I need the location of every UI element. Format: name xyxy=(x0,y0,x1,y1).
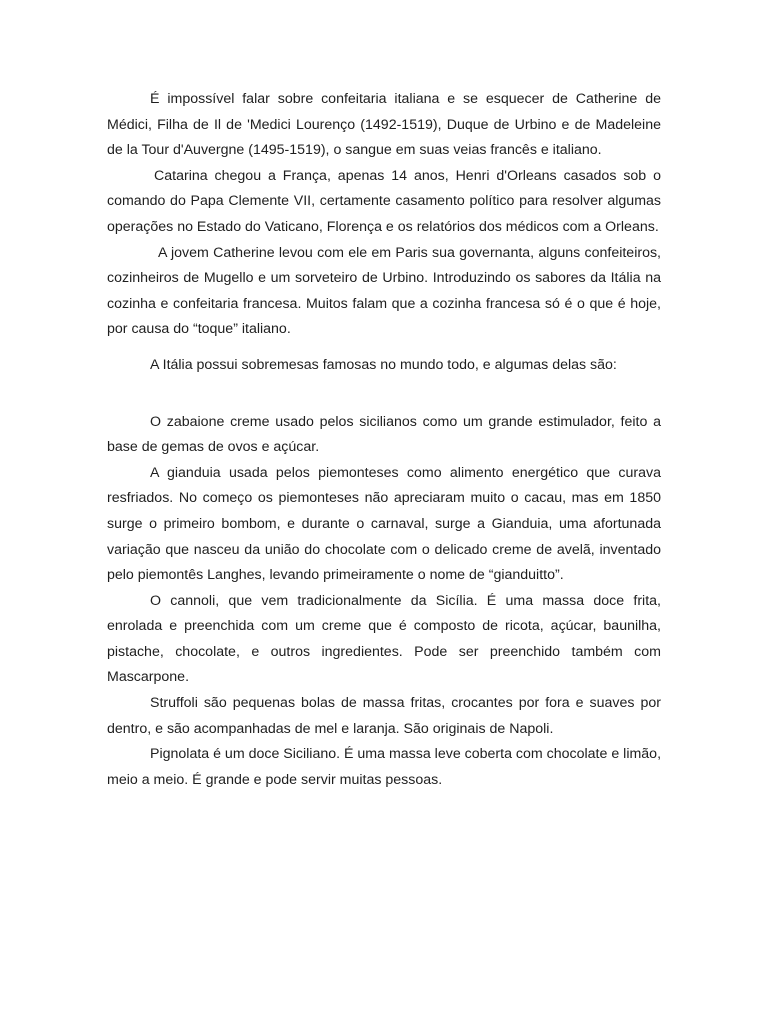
paragraph-catherine-intro: É impossível falar sobre confeitaria italiana e se esquecer de Catherine de Médici, Filha de Il de 'Medici Lourenço (1492-1519), Duque de Urbino e de Madeleine de la Tour d'Auvergne (1495-1519), o sangue em suas veias francês e italiano. xyxy=(107,91,661,159)
document-body xyxy=(107,87,661,793)
paragraph-zabaione: O zabaione creme usado pelos sicilianos como um grande estimulador, feito a base de gemas de ovos e açúcar. xyxy=(107,413,661,456)
paragraph-cannoli: O cannoli, que vem tradicionalmente da Sicília. É uma massa doce frita, enrolada e preenchida com um creme que é composto de ricota, açúcar, baunilha, pistache, chocolate, e outros ingredientes. Pode ser preenchido também com Mascarpone. xyxy=(107,592,661,686)
paragraph-struffoli: Struffoli são pequenas bolas de massa fritas, crocantes por fora e suaves por dentro, e são acompanhadas de mel e laranja. São originais de Napoli. xyxy=(107,695,661,737)
paragraph-pignolata: Pignolata é um doce Siciliano. É uma massa leve coberta com chocolate e limão, meio a meio. É grande e pode servir muitas pessoas. xyxy=(107,746,662,788)
paragraph-jovem-catherine: A jovem Catherine levou com ele em Paris sua governanta, alguns confeiteiros, cozinheiros de Mugello e um sorveteiro de Urbino. Introduzindo os sabores da Itália na cozinha e confeitaria francesa. Muitos falam que a cozinha francesa só é o que é hoje, por causa do “toque” italiano. xyxy=(107,244,661,338)
paragraph-catarina-arrival: Catarina chegou a França, apenas 14 anos, Henri d'Orleans casados sob o comando do Papa Clemente VII, certamente casamento político para resolver algumas operações no Estado do Vaticano, Florença e os relatórios dos médicos com a Orleans. xyxy=(107,167,661,235)
paragraph-sobremesas-intro: A Itália possui sobremesas famosas no mundo todo, e algumas delas são: xyxy=(150,356,617,373)
paragraph-gianduia: A gianduia usada pelos piemonteses como alimento energético que curava resfriados. No começo os piemonteses não apreciaram muito o cacau, mas em 1850 surge o primeiro bombom, e durante o carnaval, surge a Gianduia, uma afortunada variação que nasceu da união do chocolate com o delicado creme de avelã, inventado pelo piemontês Langhes, levando primeiramente o nome de “gianduitto”. xyxy=(107,464,661,584)
